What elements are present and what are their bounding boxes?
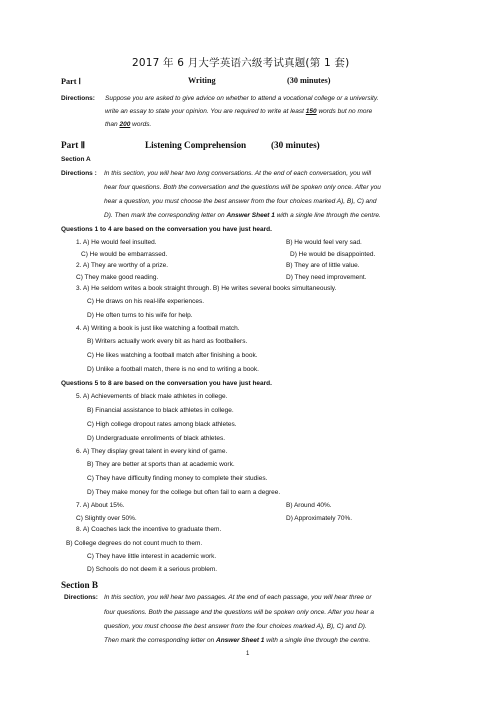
answer-sheet-ref: Answer Sheet 1 xyxy=(226,212,275,219)
q2-option-c: C) They make good reading. xyxy=(76,274,159,281)
page-title: 2017 年 6 月大学英语六级考试真题(第 1 套) xyxy=(132,57,350,69)
questions-5-8-heading: Questions 5 to 8 are based on the conversation you have just heard. xyxy=(61,380,272,387)
q3-option-c: C) He draws on his real-life experiences. xyxy=(87,298,205,305)
section-a-directions-line4: D). Then mark the corresponding letter on Answer Sheet 1 with a single line through the centre. xyxy=(104,212,381,219)
q8-option-a: 8. A) Coaches lack the incentive to graduate them. xyxy=(76,526,222,533)
section-b-directions-label: Directions: xyxy=(64,594,98,601)
q7-option-b: B) Around 40%. xyxy=(286,502,332,509)
q7-option-d: D) Approximately 70%. xyxy=(286,515,353,522)
section-a-heading: Section A xyxy=(61,156,91,163)
q1-option-a: 1. A) He would feel insulted. xyxy=(76,239,157,246)
q4-option-d: D) Unlike a football match, there is no end to writing a book. xyxy=(87,366,259,373)
q6-option-c: C) They have difficulty finding money to complete their studies. xyxy=(87,475,268,482)
q2-option-a: 2. A) They are worthy of a prize. xyxy=(76,262,169,269)
section-a-directions-line3: hear a question, you must choose the best answer from the four choices marked A), B), C) and xyxy=(104,198,377,205)
part1-directions-line1: Suppose you are asked to give advice on whether to attend a vocational college or a university. xyxy=(105,95,379,102)
q2-option-d: D) They need improvement. xyxy=(286,274,367,281)
questions-1-4-heading: Questions 1 to 4 are based on the conversation you have just heard. xyxy=(61,226,272,233)
q1-option-c: C) He would be embarrassed. xyxy=(81,251,168,258)
q6-option-a: 6. A) They display great talent in every kind of game. xyxy=(76,448,228,455)
section-b-directions-line4: Then mark the corresponding letter on Answer Sheet 1 with a single line through the centre. xyxy=(104,637,371,644)
section-b-directions-line3: question, you must choose the best answer from the four choices marked A), B), C) and D). xyxy=(104,623,367,630)
q8-option-d: D) Schools do not deem it a serious problem. xyxy=(87,566,218,573)
section-b-directions-line2: four questions. Both the passage and the questions will be spoken only once. After you hear a xyxy=(104,609,375,616)
part2-name: Listening Comprehension xyxy=(145,140,247,150)
q8-option-b: B) College degrees do not count much to them. xyxy=(66,540,203,547)
part2-label: Part Ⅱ xyxy=(61,140,86,150)
answer-sheet-ref-b: Answer Sheet 1 xyxy=(216,637,265,644)
page-number: 1 xyxy=(246,651,250,657)
q3-option-d: D) He often turns to his wife for help. xyxy=(87,312,193,319)
part1-directions-line3: than 200 words. xyxy=(105,121,152,128)
part1-name: Writing xyxy=(188,76,216,85)
q4-option-a: 4. A) Writing a book is just like watching a football match. xyxy=(76,325,240,332)
part2-time: (30 minutes) xyxy=(271,140,320,150)
section-a-directions-label: Directions : xyxy=(61,170,97,177)
q7-option-c: C) Slightly over 50%. xyxy=(76,515,137,522)
section-b-directions-line1: In this section, you will hear two passages. At the end of each passage, you will hear three or xyxy=(104,594,372,601)
q1-option-d: D) He would be disappointed. xyxy=(290,251,376,258)
part1-directions-label: Directions: xyxy=(61,95,95,102)
part1-directions-line2: write an essay to state your opinion. You are required to write at least 150 words but no more xyxy=(105,108,373,115)
section-a-directions-line2: hear four questions. Both the conversation and the questions will be spoken only once. After you xyxy=(104,184,381,191)
min-words: 150 xyxy=(305,108,317,115)
q5-option-c: C) High college dropout rates among black athletes. xyxy=(87,421,237,428)
section-b-heading: Section B xyxy=(61,580,99,590)
section-a-directions-line1: In this section, you will hear two long conversations. At the end of each conversation, you will xyxy=(104,170,372,177)
part1-time: (30 minutes) xyxy=(287,76,331,85)
q4-option-b: B) Writers actually work every bit as hard as footballers. xyxy=(87,338,248,345)
q5-option-d: D) Undergraduate enrollments of black athletes. xyxy=(87,435,226,442)
q2-option-b: B) They are of little value. xyxy=(286,262,360,269)
q8-option-c: C) They have little interest in academic work. xyxy=(87,553,217,560)
part1-label: Part Ⅰ xyxy=(61,77,81,86)
q7-option-a: 7. A) About 15%. xyxy=(76,502,125,509)
q5-option-b: B) Financial assistance to black athletes in college. xyxy=(87,407,234,414)
q3-option-ab: 3. A) He seldom writes a book straight through. B) He writes several books simultaneously. xyxy=(76,285,337,292)
q6-option-b: B) They are better at sports than at academic work. xyxy=(87,461,235,468)
max-words: 200 xyxy=(119,121,131,128)
q6-option-d: D) They make money for the college but often fail to earn a degree. xyxy=(87,489,281,496)
q5-option-a: 5. A) Achievements of black male athletes in college. xyxy=(76,393,228,400)
q4-option-c: C) He likes watching a football match after finishing a book. xyxy=(87,352,258,359)
q1-option-b: B) He would feel very sad. xyxy=(286,239,362,246)
